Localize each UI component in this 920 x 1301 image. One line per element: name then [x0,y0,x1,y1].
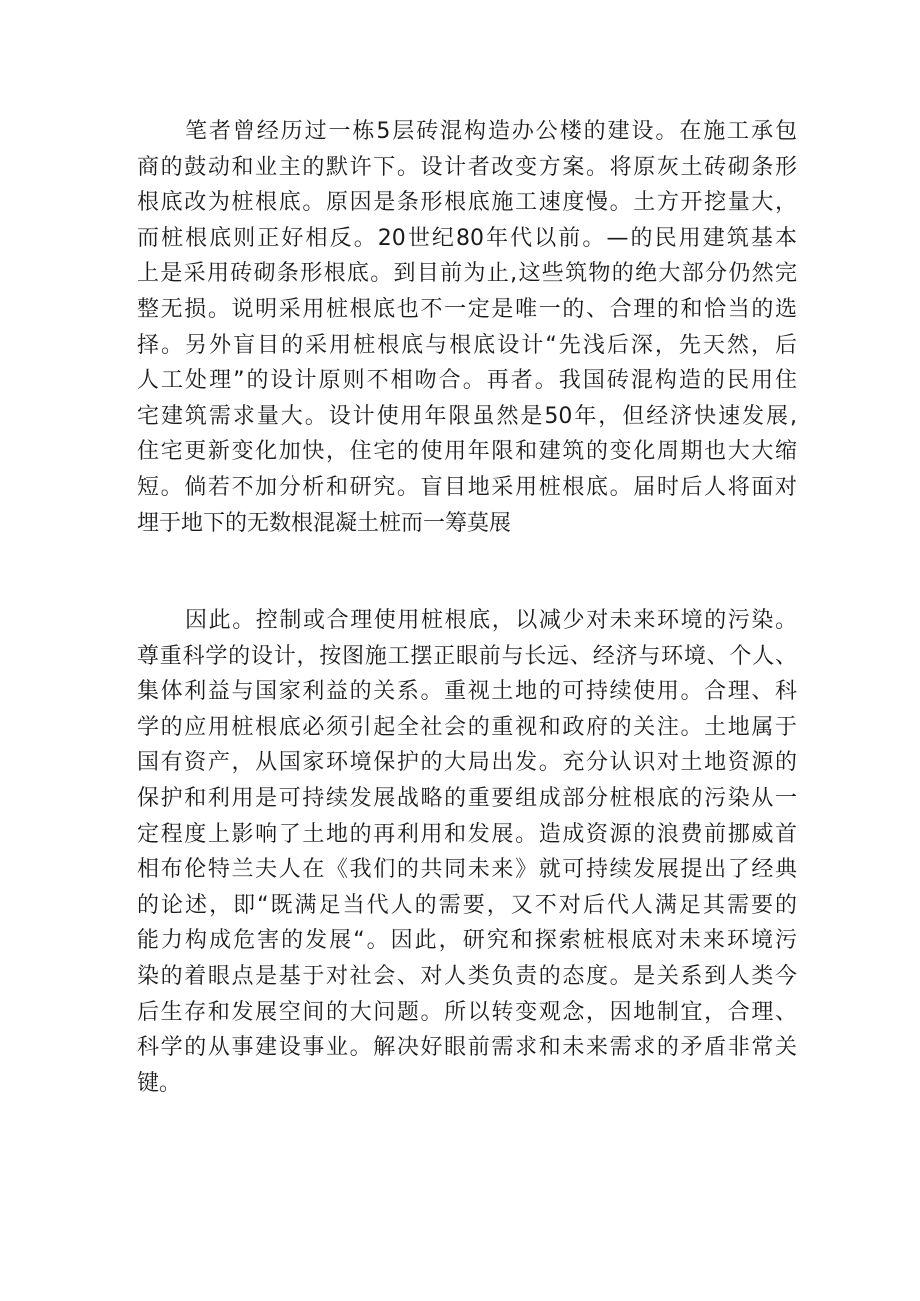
text-line: 上是采用砖砌条形根底。到目前为止,这些筑物的绝大部分仍然完 [137,261,797,287]
text-line: 埋于地下的无数根混凝土桩而一筹莫展 [137,510,512,536]
text-line: 保护和利用是可持续发展战略的重要组成部分桩根底的污染从一 [137,785,797,811]
text-line: 笔者曾经历过一栋5层砖混构造办公楼的建设。在施工承包 [185,119,797,144]
text-line: 的论述，即“既满足当代人的需要，又不对后代人满足其需要的 [137,892,797,918]
text-line: 集体利益与国家利益的关系。重视土地的可持续使用。合理、科 [137,679,797,705]
text-line: 能力构成危害的发展“。因此，研究和探索桩根底对未来环境污 [137,928,797,954]
text-line: 科学的从事建设事业。解决好眼前需求和未来需求的矛盾非常关 [137,1035,797,1061]
text-line: 国有资产，从国家环境保护的大局出发。充分认识对土地资源的 [137,750,797,776]
text-line: 根底改为桩根底。原因是条形根底施工速度慢。土方开挖量大， [137,190,797,216]
text-line: 定程度上影响了土地的再利用和发展。造成资源的浪费前挪威首 [137,821,797,847]
text-line: 商的鼓动和业主的默许下。设计者改变方案。将原灰土砖砌条形 [137,154,797,180]
text-line: 人工处理”的设计原则不相吻合。再者。我国砖混构造的民用住 [137,368,797,394]
text-line: 学的应用桩根底必须引起全社会的重视和政府的关注。土地属于 [137,714,797,740]
text-line: 尊重科学的设计，按图施工摆正眼前与长远、经济与环境、个人、 [137,643,797,669]
text-line: 染的着眼点是基于对社会、对人类负责的态度。是关系到人类今 [137,963,797,989]
text-line: 相布伦特兰夫人在《我们的共同未来》就可持续发展提出了经典 [137,857,797,883]
text-line: 因此。控制或合理使用桩根底，以减少对未来环境的污染。 [185,608,797,633]
text-line: 宅建筑需求量大。设计使用年限虽然是50年，但经济快速发展, [137,403,797,429]
text-line: 后生存和发展空间的大问题。所以转变观念，因地制宜，合理、 [137,999,797,1025]
text-line: 短。倘若不加分析和研究。盲目地采用桩根底。届时后人将面对 [137,474,797,500]
text-line: 键。 [137,1070,182,1096]
text-line: 住宅更新变化加快，住宅的使用年限和建筑的变化周期也大大缩 [137,439,797,465]
text-line: 而桩根底则正好相反。20世纪80年代以前。—的民用建筑基本 [137,225,797,251]
paragraph-1 [137,114,797,541]
text-line: 整无损。说明采用桩根底也不一定是唯一的、合理的和恰当的选 [137,296,797,322]
text-line: 择。另外盲目的采用桩根底与根底设计“先浅后深，先天然，后 [137,332,797,358]
paragraph-2 [137,603,797,1101]
